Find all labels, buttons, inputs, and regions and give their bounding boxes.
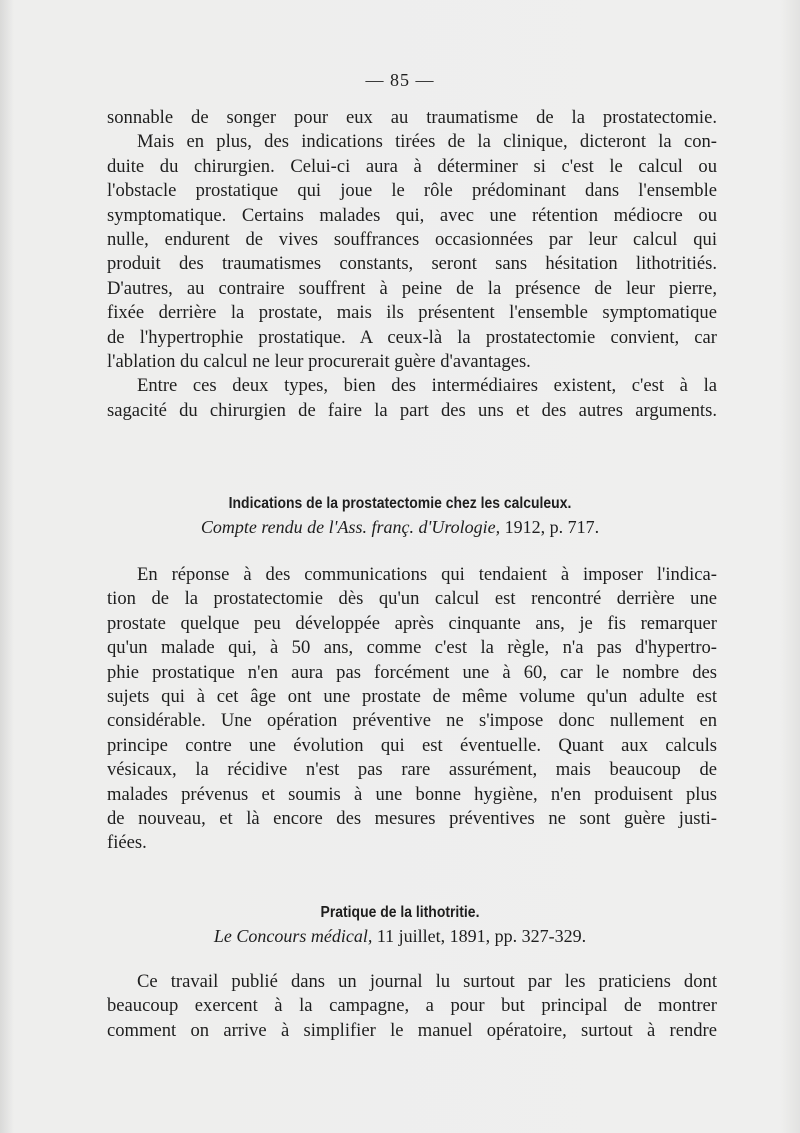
text-line: Ce travail publié dans un journal lu surtout par les praticiens dont: [137, 971, 717, 992]
text-line: principe contre une évolution qui est éventuelle. Quant aux calculs: [107, 734, 717, 756]
text-line: nulle, endurent de vives souffrances occasionnées par leur calcul qui: [107, 229, 717, 251]
text-line: Entre ces deux types, bien des intermédiaires existent, c'est à la: [137, 375, 717, 397]
text-line: comment on arrive à simplifier le manuel opératoire, surtout à rendre: [107, 1019, 717, 1041]
text-line: prostate quelque peu développée après cinquante ans, je fis remarquer: [107, 612, 717, 634]
citation-date: 11 juillet, 1891, pp. 327-329.: [372, 926, 587, 946]
citation-date: 1912, p. 717.: [500, 517, 600, 537]
text-line: duite du chirurgien. Celui-ci aura à déterminer si c'est le calcul ou: [107, 155, 717, 177]
text-line: sagacité du chirurgien de faire la part des uns et des autres arguments.: [107, 399, 717, 421]
paragraph-block-1: [107, 106, 717, 423]
text-line: symptomatique. Certains malades qui, avec une rétention médiocre ou: [107, 204, 717, 226]
text-line: fiées.: [107, 832, 147, 854]
text-line: l'obstacle prostatique qui joue le rôle prédominant dans l'ensemble: [107, 180, 717, 202]
text-line: de nouveau, et là encore des mesures préventives ne sont guère justi-: [107, 808, 717, 830]
text-line: considérable. Une opération préventive ne s'impose donc nullement en: [107, 710, 717, 732]
text-line: l'ablation du calcul ne leur procurerait guère d'avantages.: [107, 351, 531, 373]
section-heading: Indications de la prostatectomie chez les calculeux.: [228, 495, 572, 512]
section-heading: Pratique de la lithotritie.: [320, 904, 480, 921]
text-line: malades prévenus et soumis à une bonne hygiène, n'en produisent plus: [107, 783, 717, 805]
text-line: phie prostatique n'en aura pas forcément une à 60, car le nombre des: [107, 661, 717, 683]
paragraph-block-2: [107, 563, 717, 856]
paragraph-block-3: [107, 970, 717, 1043]
text-line: de l'hypertrophie prostatique. A ceux-là la prostatectomie convient, car: [107, 326, 717, 348]
text-line: vésicaux, la récidive n'est pas rare assurément, mais beaucoup de: [107, 759, 717, 781]
text-line: Mais en plus, des indications tirées de la clinique, dicteront la con-: [137, 131, 717, 153]
text-line: sonnable de songer pour eux au traumatisme de la prostatectomie.: [107, 107, 717, 128]
citation-source: Compte rendu de l'Ass. franç. d'Urologie,: [200, 517, 501, 537]
text-line: tion de la prostatectomie dès qu'un calcul est rencontré derrière une: [107, 588, 717, 610]
page-number: — 85 —: [365, 70, 435, 90]
text-line: produit des traumatismes constants, seront sans hésitation lithotritiés.: [107, 253, 717, 275]
text-line: D'autres, au contraire souffrent à peine de la présence de leur pierre,: [107, 277, 717, 299]
citation: [0, 926, 800, 947]
citation: [0, 517, 800, 538]
text-line: beaucoup exercent à la campagne, a pour but principal de montrer: [107, 995, 717, 1017]
citation-source: Le Concours médical,: [213, 926, 373, 946]
text-line: qu'un malade qui, à 50 ans, comme c'est la règle, n'a pas d'hypertro-: [107, 637, 717, 659]
text-line: sujets qui à cet âge ont une prostate de même volume qu'un adulte est: [107, 686, 717, 708]
text-line: fixée derrière la prostate, mais ils présentent l'ensemble symptomatique: [107, 302, 717, 324]
text-line: En réponse à des communications qui tendaient à imposer l'indica-: [137, 564, 717, 585]
